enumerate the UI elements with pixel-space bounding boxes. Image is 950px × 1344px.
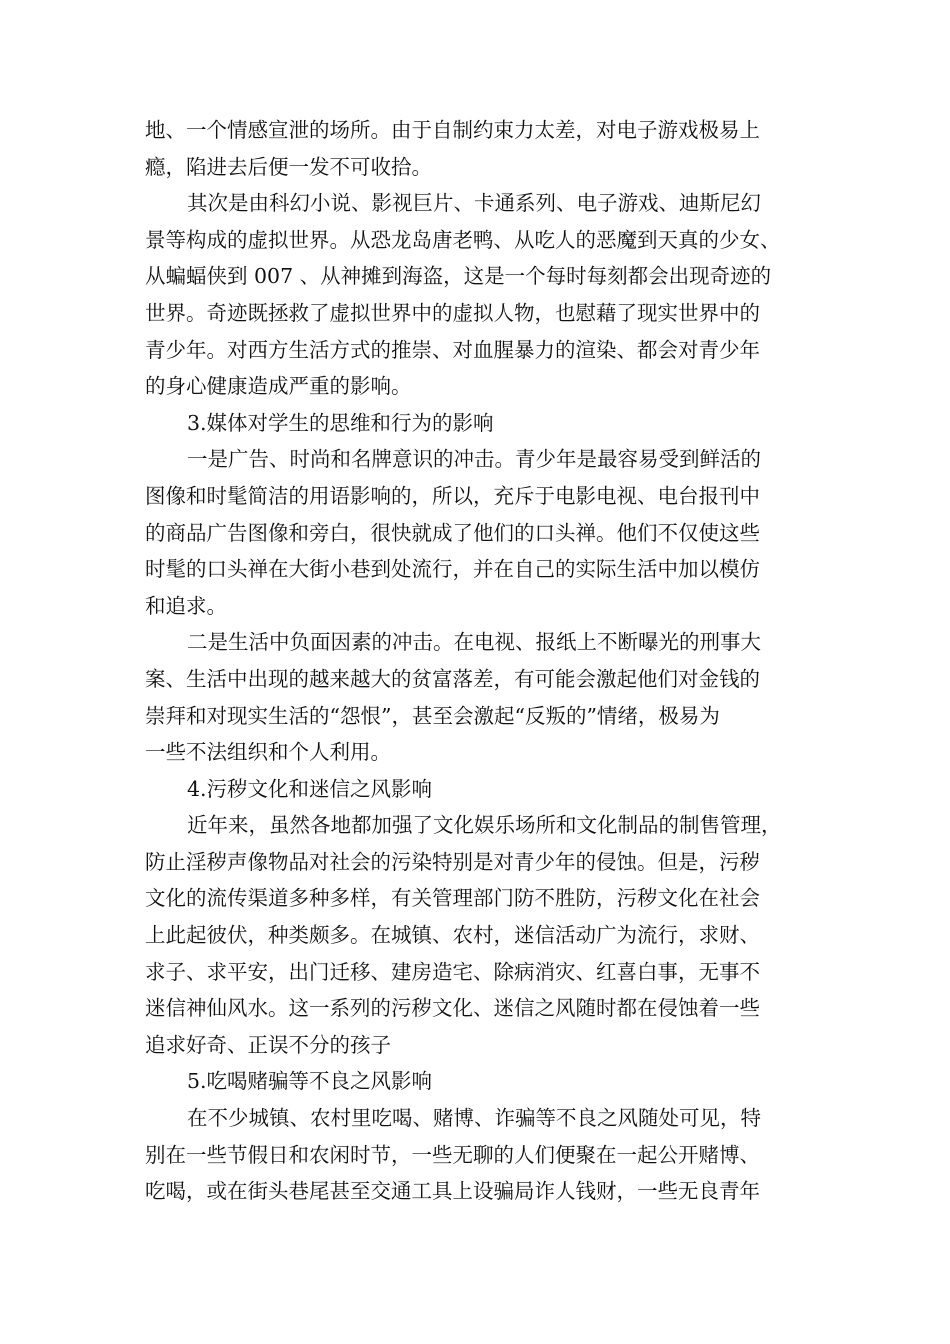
text-line: 上此起彼伏，种类颇多。在城镇、农村，迷信活动广为流行，求财、 <box>145 923 760 948</box>
text-line: 别在一些节假日和农闲时节，一些无聊的人们便聚在一起公开赌博、 <box>145 1142 760 1167</box>
text-line: 的商品广告图像和旁白，很快就成了他们的口头禅。他们不仅使这些 <box>145 520 760 545</box>
text-line: 求子、求平安，出门迁移、建房造宅、除病消灾、红喜白事，无事不 <box>145 959 760 984</box>
text-line: 从蝙蝠侠到 007 、从神摊到海盗，这是一个每时每刻都会出现奇迹的 <box>145 264 772 289</box>
text-line: 崇拜和对现实生活的“怨恨”，甚至会激起“反叛的”情绪，极易为 <box>145 703 720 728</box>
text-line: 和追求。 <box>145 593 227 618</box>
document-body <box>145 112 810 1210</box>
text-line: 青少年。对西方生活方式的推崇、对血腥暴力的渲染、都会对青少年 <box>145 337 760 362</box>
section-heading: 4.污秽文化和迷信之风影响 <box>187 776 433 801</box>
text-line: 图像和时髦简洁的用语影响的，所以，充斥于电影电视、电台报刊中 <box>145 483 760 508</box>
text-line: 的身心健康造成严重的影响。 <box>145 374 412 399</box>
text-line: 文化的流传渠道多种多样，有关管理部门防不胜防，污秽文化在社会 <box>145 886 760 911</box>
text-line: 瘾，陷进去后便一发不可收拾。 <box>145 154 432 179</box>
paragraph-start: 一是广告、时尚和名牌意识的冲击。青少年是最容易受到鲜活的 <box>187 447 761 472</box>
text-line: 迷信神仙风水。这一系列的污秽文化、迷信之风随时都在侵蚀着一些 <box>145 996 760 1021</box>
paragraph-start: 其次是由科幻小说、影视巨片、卡通系列、电子游戏、迪斯尼幻 <box>187 191 761 216</box>
paragraph-start: 二是生活中负面因素的冲击。在电视、报纸上不断曝光的刑事大 <box>187 630 761 655</box>
text-line: 地、一个情感宣泄的场所。由于自制约束力太差，对电子游戏极易上 <box>145 118 760 142</box>
text-line: 一些不法组织和个人利用。 <box>145 740 391 765</box>
text-line: 世界。奇迹既拯救了虚拟世界中的虚拟人物，也慰藉了现实世界中的 <box>145 300 760 325</box>
section-heading: 5.吃喝赌骗等不良之风影响 <box>187 1069 433 1094</box>
paragraph-start: 近年来，虽然各地都加强了文化娱乐场所和文化制品的制售管理， <box>187 813 782 838</box>
text-line: 追求好奇、正误不分的孩子 <box>145 1032 391 1057</box>
text-line: 景等构成的虚拟世界。从恐龙岛唐老鸭、从吃人的恶魔到天真的少女、 <box>145 227 781 252</box>
text-line: 时髦的口头禅在大街小巷到处流行，并在自己的实际生活中加以模仿 <box>145 557 760 582</box>
paragraph-start: 在不少城镇、农村里吃喝、赌博、诈骗等不良之风随处可见，特 <box>187 1106 761 1131</box>
text-line: 吃喝，或在街头巷尾甚至交通工具上设骗局诈人钱财，一些无良青年 <box>145 1179 760 1204</box>
text-line: 案、生活中出现的越来越大的贫富落差，有可能会激起他们对金钱的 <box>145 666 760 691</box>
section-heading: 3.媒体对学生的思维和行为的影响 <box>187 410 494 435</box>
text-line: 防止淫秽声像物品对社会的污染特别是对青少年的侵蚀。但是，污秽 <box>145 849 760 874</box>
